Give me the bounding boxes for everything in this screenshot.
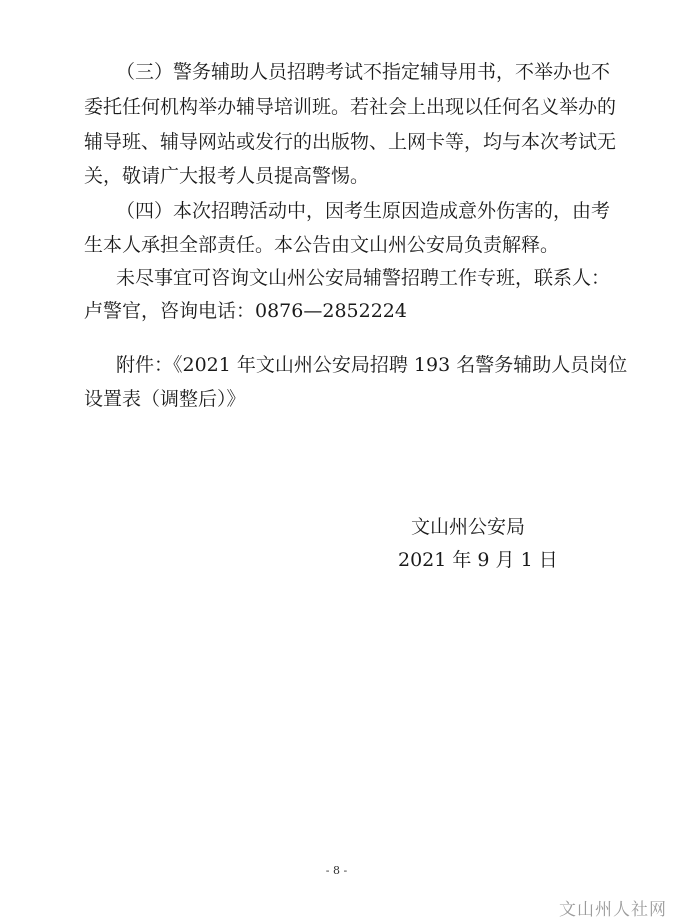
site-watermark: 文山州人社网 bbox=[559, 900, 667, 920]
paragraph-3-line-1: （三）警务辅助人员招聘考试不指定辅导用书，不举办也不 bbox=[116, 61, 611, 83]
signature-date: 2021 年 9 月 1 日 bbox=[398, 549, 558, 571]
paragraph-3-line-3: 辅导班、辅导网站或发行的出版物、上网卡等，均与本次考试无 bbox=[84, 131, 617, 153]
paragraph-4-line-2: 生本人承担全部责任。本公告由文山州公安局负责解释。 bbox=[84, 234, 560, 256]
page-number: - 8 - bbox=[325, 864, 348, 877]
attachment-line-1: 附件：《2021 年文山州公安局招聘 193 名警务辅助人员岗位 bbox=[116, 354, 628, 376]
paragraph-4-line-1: （四）本次招聘活动中，因考生原因造成意外伤害的，由考 bbox=[116, 200, 611, 222]
paragraph-3-line-2: 委托任何机构举办辅导培训班。若社会上出现以任何名义举办的 bbox=[84, 96, 617, 118]
contact-line-2: 卢警官，咨询电话：0876—2852224 bbox=[84, 300, 407, 322]
paragraph-3-line-4: 关，敬请广大报考人员提高警惕。 bbox=[84, 165, 370, 187]
attachment-line-2: 设置表（调整后）》 bbox=[84, 388, 246, 410]
contact-line-1: 未尽事宜可咨询文山州公安局辅警招聘工作专班，联系人： bbox=[116, 267, 611, 289]
signature-organization: 文山州公安局 bbox=[411, 516, 526, 538]
